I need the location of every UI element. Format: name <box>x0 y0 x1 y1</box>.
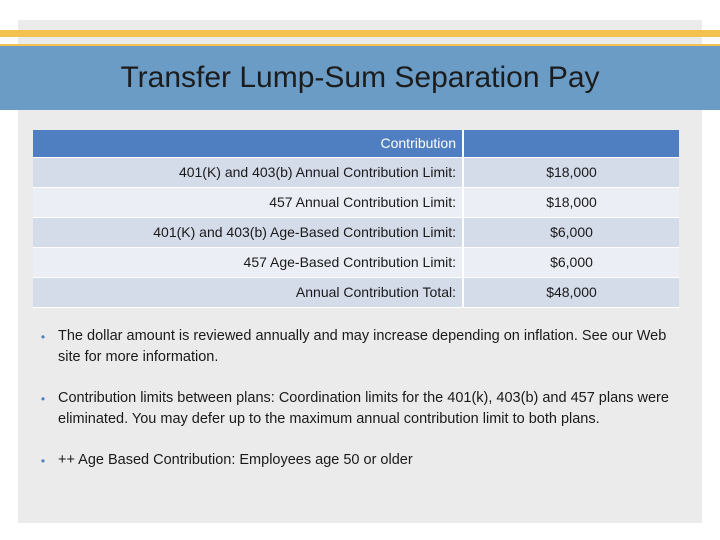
table-header-row <box>33 130 679 158</box>
table-header-value <box>464 130 679 157</box>
table-header-label: Contribution <box>33 130 464 157</box>
row-value: $48,000 <box>546 284 597 300</box>
table-row <box>33 278 679 308</box>
bullet-dot-icon: • <box>40 454 46 468</box>
row-label: 401(K) and 403(b) Age-Based Contribution Limit: <box>33 218 464 247</box>
bullet-dot-icon: • <box>40 330 46 344</box>
row-value: $18,000 <box>546 164 597 180</box>
bullet-text: Contribution limits between plans: Coordination limits for the 401(k), 403(b) and 457 plans were eliminated. You may defer up to the maximum annual contribution limit to both plans. <box>58 390 669 427</box>
bullet-item <box>28 326 688 368</box>
bullet-dot-icon: • <box>40 392 46 406</box>
contribution-table <box>33 130 679 308</box>
row-label: 457 Annual Contribution Limit: <box>33 188 464 217</box>
row-label: 401(K) and 403(b) Annual Contribution Limit: <box>33 158 464 187</box>
row-label: 457 Age-Based Contribution Limit: <box>33 248 464 277</box>
bullet-item <box>28 388 688 430</box>
row-value: $6,000 <box>550 254 593 270</box>
bullet-list <box>28 326 688 492</box>
table-row <box>33 188 679 218</box>
slide-title: Transfer Lump-Sum Separation Pay <box>120 61 600 94</box>
row-label: Annual Contribution Total: <box>33 278 464 307</box>
bullet-text: ++ Age Based Contribution: Employees age 50 or older <box>58 452 413 468</box>
bullet-text: The dollar amount is reviewed annually and may increase depending on inflation. See our Web site for more information. <box>58 328 667 365</box>
row-value: $18,000 <box>546 194 597 210</box>
title-band <box>0 44 720 110</box>
accent-stripe <box>0 30 720 37</box>
table-row <box>33 158 679 188</box>
bullet-item <box>28 450 688 472</box>
table-row <box>33 218 679 248</box>
table-row <box>33 248 679 278</box>
row-value: $6,000 <box>550 224 593 240</box>
